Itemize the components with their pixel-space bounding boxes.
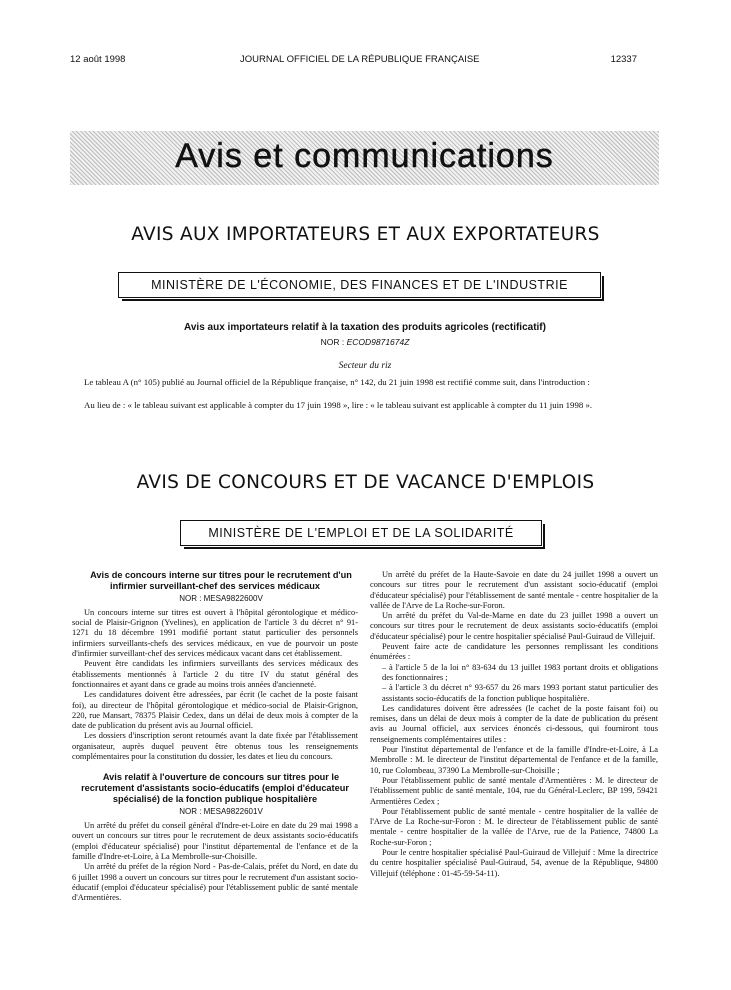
paragraph-rectification: Le tableau A (n° 105) publié au Journal officiel de la République française, n° 142, du 21 juin 1998 est rectifié comme suit, dans l'introduction :: [84, 377, 590, 387]
paragraph: Les candidatures doivent être adressées, par écrit (le cachet de la poste faisant foi), au directeur de l'hôpital gérontologique et médico-social de Plaisir-Grignon, 220, rue Mansart, 78375 Plaisir Cedex, dans un délai de deux mois à compter de la date de publication du présent avis au Journal officiel.: [72, 690, 358, 731]
header-page-number: 12337: [610, 54, 637, 65]
nor-infirmier: NOR : MESA9822600V: [179, 593, 263, 603]
paragraph: Un arrêté du préfet du Val-de-Marne en date du 23 juillet 1998 a ouvert un concours sur titres pour le recrutement de deux assistants socio-éducatifs (emploi d'éducateur spécialisé) pour le centre hospitalier spécialisé Paul-Guiraud de Villejuif.: [370, 611, 658, 641]
section-title-importateurs: AVIS AUX IMPORTATEURS ET AUX EXPORTATEURS: [131, 224, 600, 245]
nor-reference: NOR : ECOD9871674Z: [320, 337, 410, 347]
header-journal: JOURNAL OFFICIEL DE LA RÉPUBLIQUE FRANÇAISE: [240, 54, 480, 65]
right-column: [370, 570, 658, 879]
section-banner: [70, 131, 659, 185]
paragraph: Un arrêté du préfet de la région Nord - Pas-de-Calais, préfet du Nord, en date du 6 juillet 1998 a ouvert un concours sur titres pour le recrutement d'un assistant socio-éducatif (emploi d'éducateur spécialisé) pour l'établissement public de santé mentale d'Armentières.: [72, 862, 358, 903]
paragraph: Les candidatures doivent être adressées (le cachet de la poste faisant foi) ou remises, dans un délai de deux mois à compter de la date de publication du présent avis au Journal officiel, aux services énoncés ci-dessous, qui fourniront tous renseignements complémentaires utiles :: [370, 703, 658, 744]
left-column: [72, 570, 358, 903]
paragraph-au-lieu-de: Au lieu de : « le tableau suivant est applicable à compter du 17 juin 1998 », lire : « le tableau suivant est applicable à compter du 11 juin 1998 ».: [84, 400, 593, 410]
ministry-box-emploi: [180, 520, 542, 546]
paragraph: Peuvent être candidats les infirmiers surveillants des services médicaux des établissements mentionnés à l'article 2 du titre IV du statut général des fonctionnaires et ayant dans ce grade au moins trois années d'ancienneté.: [72, 659, 358, 689]
paragraph: Pour l'institut départemental de l'enfance et de la famille d'Indre-et-Loire, à La Membrolle : M. le directeur de l'institut départemental de l'enfance et de la famille, 10, rue Colombeau, 37390 La Membrolle-sur-Choisille ;: [370, 745, 658, 775]
paragraph: Pour l'établissement public de santé mentale d'Armentières : M. le directeur de l'établissement public de santé mentale, 104, rue du Général-Leclerc, BP 199, 59421 Armentières Cedex ;: [370, 775, 658, 806]
ministry-economie: MINISTÈRE DE L'ÉCONOMIE, DES FINANCES ET DE L'INDUSTRIE: [151, 278, 568, 292]
banner-title: Avis et communications: [175, 137, 554, 175]
paragraph: Un arrêté du préfet de la Haute-Savoie en date du 24 juillet 1998 a ouvert un concours sur titres pour le recrutement d'un assistant socio-éducatif (emploi d'éducateur spécialisé) pour l'établissement de santé mentale - centre hospitalier de la vallée de l'Arve de La Roche-sur-Foron.: [370, 570, 658, 610]
running-header: [70, 54, 637, 68]
paragraph: Un arrêté du préfet du conseil général d'Indre-et-Loire en date du 29 mai 1998 a ouvert un concours sur titres pour le recrutement de deux assistants socio-éducatifs (emploi d'éducateur spécialisé) pour l'institut départemental de l'enfance et de la famille d'Indre-et-Loire, à La Membrolle-sur-Choisille.: [72, 821, 358, 861]
paragraph: Pour le centre hospitalier spécialisé Paul-Guiraud de Villejuif : Mme la directrice du centre hospitalier spécialisé Paul-Guiraud, 54, avenue de la République, 94800 Villejuif (téléphone : 01-45-59-54-11).: [370, 848, 658, 878]
paragraph: Un concours interne sur titres est ouvert à l'hôpital gérontologique et médico-social de Plaisir-Grignon (Yvelines), en application de l'article 3 du décret n° 91-1271 du 18 décembre 1991 modifié portant statut particulier des personnels infirmiers surveillants-chefs des services médicaux, en vue de pourvoir un poste d'infirmier surveillant-chef des services médicaux vacant dans cet établissement.: [72, 607, 358, 659]
nor-assistants: NOR : MESA9822601V: [179, 806, 263, 816]
article-title-assistants: Avis relatif à l'ouverture de concours sur titres pour le recrutement d'assistants socio-éducatifs (emploi d'éducateur spécialisé) de la fonction publique hospitalière: [81, 772, 349, 804]
article-title-rectificatif: Avis aux importateurs relatif à la taxation des produits agricoles (rectificatif): [184, 322, 546, 333]
article-title-infirmier: Avis de concours interne sur titres pour le recrutement d'un infirmier surveillant-chef des services médicaux: [90, 570, 352, 591]
list-item: – à l'article 5 de la loi n° 83-634 du 13 juillet 1983 portant droits et obligations des fonctionnaires ;: [382, 662, 658, 682]
list-item: – à l'article 3 du décret n° 93-657 du 26 mars 1993 portant statut particulier des assistants socio-éducatifs de la fonction publique hospitalière.: [382, 683, 658, 703]
paragraph: Peuvent faire acte de candidature les personnes remplissant les conditions énumérées :: [370, 642, 658, 662]
paragraph: Pour l'établissement public de santé mentale - centre hospitalier de la vallée de l'Arve de La Roche-sur-Foron : M. le directeur de l'établissement public de santé mentale - centre hospitalier de la vallée de l'Arve, rue de la Patience, 74800 La Roche-sur-Foron ;: [370, 806, 658, 847]
paragraph: Les dossiers d'inscription seront retournés avant la date fixée par l'établissement organisateur, auprès duquel peuvent être obtenus tous les renseignements complémentaires pour la constitution du dossier, les dates et lieu du concours.: [72, 731, 358, 762]
header-date: 12 août 1998: [70, 54, 126, 65]
section-title-concours: AVIS DE CONCOURS ET DE VACANCE D'EMPLOIS: [136, 472, 595, 493]
ministry-box-economie: [118, 272, 601, 298]
subtitle-secteur: Secteur du riz: [338, 361, 392, 371]
ministry-emploi: MINISTÈRE DE L'EMPLOI ET DE LA SOLIDARITÉ: [208, 526, 514, 540]
